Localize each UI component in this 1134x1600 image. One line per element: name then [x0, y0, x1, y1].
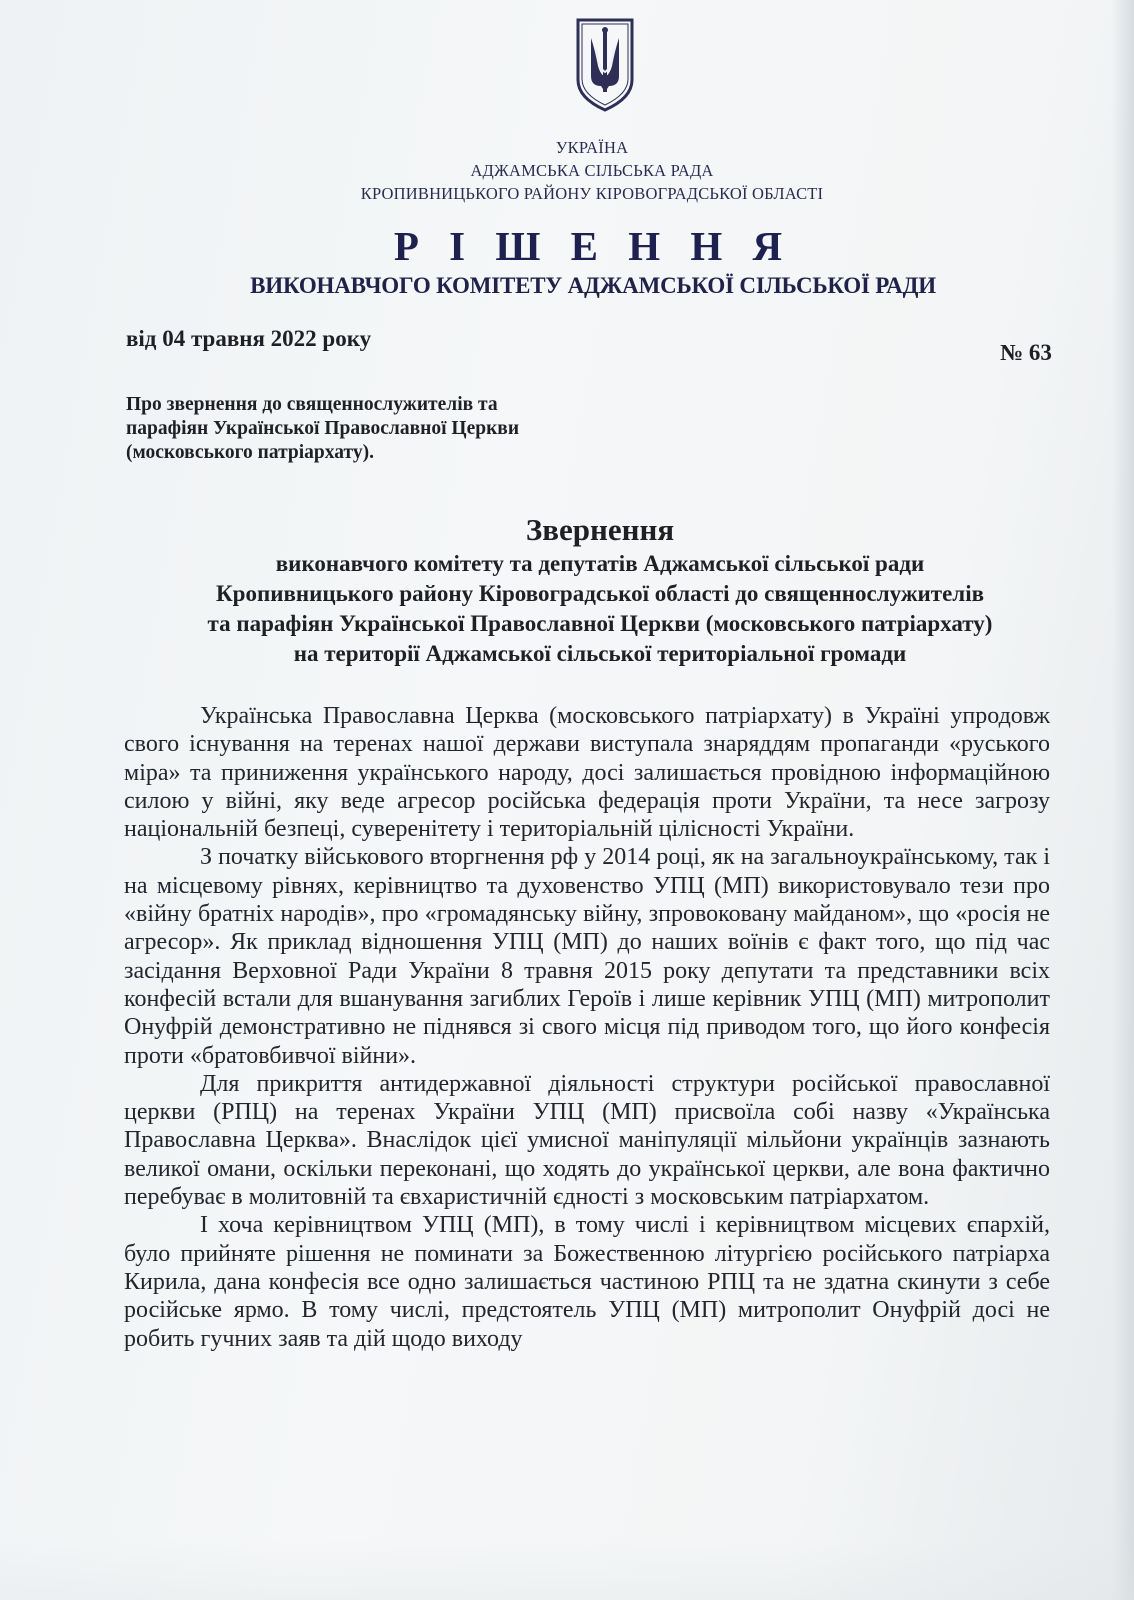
page-edge-shadow [1112, 0, 1134, 1600]
appeal-subtitle-line: на території Аджамської сільської територіальної громади [293, 641, 907, 666]
appeal-subtitle-line: Кропивницького району Кіровоградської області до священнослужителів [215, 581, 985, 606]
subject-line: (московського патріархату). [126, 442, 374, 463]
appeal-subtitle [110, 549, 1090, 669]
appeal-title: Звернення [525, 512, 675, 547]
decision-number: № 63 [1000, 340, 1052, 365]
district-name: КРОПИВНИЦЬКОГО РАЙОНУ КІРОВОГРАДСЬКОЇ ОБЛАСТІ [360, 184, 824, 203]
country-name: УКРАЇНА [555, 138, 629, 157]
page-shadow [0, 1540, 1134, 1600]
body-paragraph: І хоча керівництвом УПЦ (МП), в тому числі і керівництвом місцевих єпархій, було прийняте рішення не поминати за Божественною літургією російського патріарха Кирила, дана конфесія все одно залишається частиною РПЦ та не здатна скинути з себе російське ярмо. В тому числі, предстоятель УПЦ (МП) митрополит Онуфрій досі не робить гучних заяв та дій щодо виходу [124, 1212, 1050, 1352]
document-type-title: Р І Ш Е Н Н Я [393, 223, 793, 269]
council-name: АДЖАМСЬКА СІЛЬСЬКА РАДА [470, 161, 714, 180]
subject-line: Про звернення до священнослужителів та [126, 394, 498, 415]
trident-icon [574, 14, 636, 114]
decision-date: від 04 травня 2022 року [126, 326, 372, 351]
issuer-header [200, 136, 984, 205]
appeal-body [124, 702, 1050, 1353]
subject-line: парафіян Української Православної Церкви [126, 418, 520, 439]
issuer-title: ВИКОНАВЧОГО КОМІТЕТУ АДЖАМСЬКОЇ СІЛЬСЬКОЇ РАДИ [250, 273, 936, 298]
body-paragraph: Для прикриття антидержавної діяльності структури російської православної церкви (РПЦ) на теренах України УПЦ (МП) присвоїла собі назву «Українська Православна Церква». Внаслідок цієї умисної маніпуляції мільйони українців зазнають великої омани, оскільки переконані, що ходять до української церкви, але вона фактично перебуває в молитовній та євхаристичній єдності з московським патріархатом. [124, 1070, 1050, 1211]
decision-subject [126, 393, 646, 465]
appeal-subtitle-line: виконавчого комітету та депутатів Аджамської сільської ради [275, 551, 925, 576]
appeal-subtitle-line: та парафіян Української Православної Церкви (московського патріархату) [207, 611, 993, 636]
body-paragraph: З початку військового вторгнення рф у 2014 році, як на загальноукраїнському, так і на місцевому рівнях, керівництво та духовенство УПЦ (МП) використовувало тези про «війну братніх народів», про «громадянську війну, зпровоковану майданом», що «росія не агресор». Як приклад відношення УПЦ (МП) до наших воїнів є факт того, що під час засідання Верховної Ради України 8 травня 2015 року депутати та представники всіх конфесій встали для вшанування загиблих Героїв і лише керівник УПЦ (МП) митрополит Онуфрій демонстративно не піднявся зі свого місця під приводом того, що його конфесія проти «братовбивчої війни». [124, 844, 1050, 1069]
body-paragraph: Українська Православна Церква (московського патріархату) в Україні упродовж свого існування на теренах нашої держави виступала знаряддям пропаганди «руського міра» та приниження українського народу, досі залишається провідною інформаційною силою у війні, яку веде агресор російська федерація проти України, та несе загрозу національній безпеці, суверенітету і територіальній цілісності України. [124, 703, 1050, 843]
